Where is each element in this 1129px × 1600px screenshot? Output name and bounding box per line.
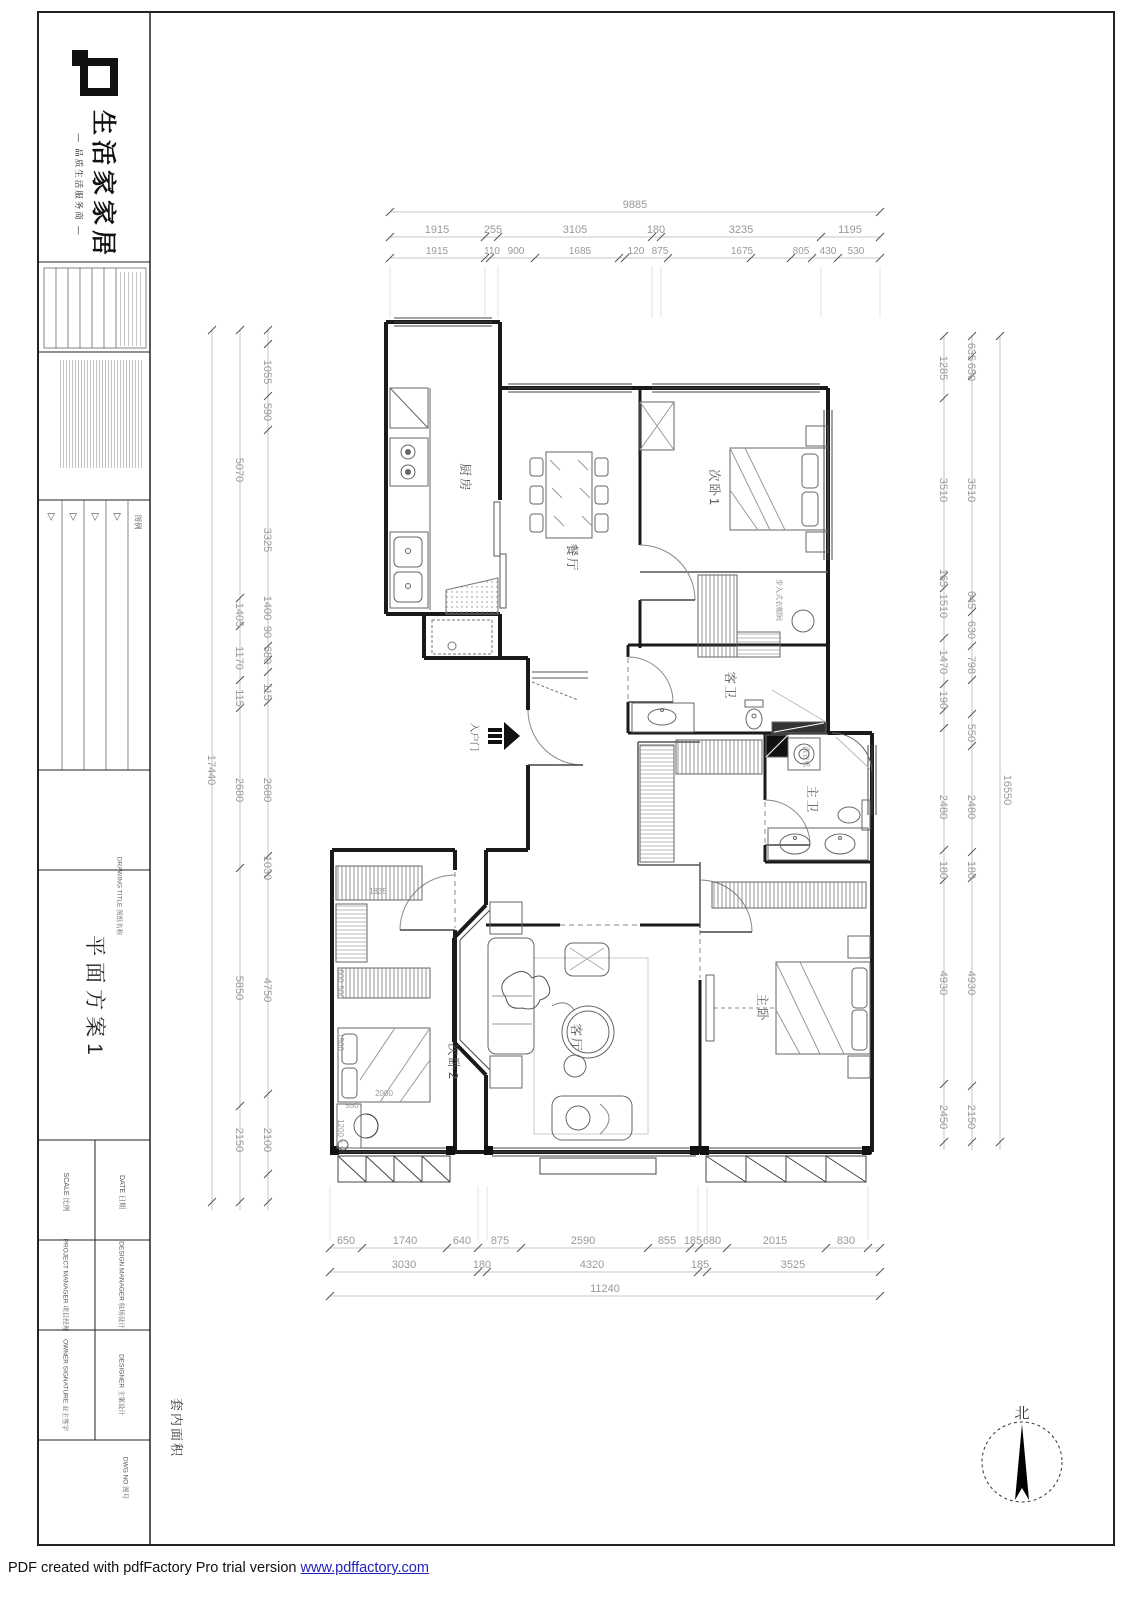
room-label-bedroom2: 次卧2 [446, 1043, 460, 1081]
dim-text: 3105 [562, 224, 588, 236]
dim-text: 190 [937, 690, 949, 710]
notes-text [60, 360, 142, 468]
dim-text: 90 [261, 625, 273, 639]
dim-text: 530 [847, 246, 865, 257]
dwg-no-label: DWG NO 图号 [121, 1456, 129, 1500]
dim-text: 2150 [233, 1127, 245, 1153]
bottom-dimensions [337, 1235, 855, 1295]
brand-logo-icon [72, 50, 118, 96]
dim-text: 1030 [261, 855, 273, 881]
dim-text: 640 [452, 1235, 472, 1247]
dim-text: 115 [261, 683, 273, 701]
dim-text: 1915 [425, 246, 449, 257]
dim-text: 650 [336, 1235, 356, 1247]
dim-text: 1915 [424, 224, 450, 236]
dim-text: 875 [490, 1235, 510, 1247]
dim-text: 110 [484, 246, 500, 257]
room-label-master-bath: 主卫 [805, 785, 819, 815]
dim-text: 9885 [622, 199, 648, 211]
dim-text: 185 [683, 1235, 703, 1247]
top-dimensions [425, 199, 862, 236]
dining-table [530, 452, 608, 538]
entry-arrow-icon [488, 722, 520, 750]
bedroom1-furniture [640, 402, 828, 657]
drawing-title: 平面方案1 [83, 935, 106, 1061]
dim-text: 11240 [590, 1283, 620, 1295]
dim-text: 1170 [233, 646, 245, 670]
dim-text: 630 [965, 620, 977, 640]
dim-text: 1835 [369, 887, 387, 896]
room-label-living: 客厅 [569, 1023, 583, 1053]
dim-text: 680 [702, 1235, 722, 1247]
dim-text: 830 [836, 1235, 856, 1247]
dim-text: 3510 [965, 477, 977, 503]
dim-text: 1510 [937, 593, 949, 619]
legend-table [62, 500, 128, 770]
revision-table-text [120, 272, 144, 346]
hall-cabinet [432, 578, 588, 700]
dim-text: 900 [507, 246, 525, 257]
designer-label: DESIGNER 主案设计 [117, 1354, 125, 1416]
footer-text: PDF created with pdfFactory Pro trial version [8, 1560, 301, 1576]
dim-text: 1285 [937, 355, 949, 381]
master-bedroom-furniture [706, 882, 870, 1078]
dim-text: 1400 [261, 595, 273, 621]
dim-text: 2000 [375, 1089, 393, 1098]
dim-text: 5070 [233, 457, 245, 483]
dim-text: 550 [965, 723, 977, 743]
dim-text: 1195 [838, 224, 862, 236]
design-manager-label: DESIGN MANAGER 驻场设计 [117, 1241, 125, 1329]
dim-text: 635 [965, 342, 977, 362]
room-label-dining: 餐厅 [565, 543, 579, 573]
footer-link[interactable]: www.pdffactory.com [300, 1560, 429, 1576]
brand-slogan: — 品质生活服务商 — [74, 133, 84, 237]
dim-text: 680 [261, 645, 273, 665]
dim-text: 855 [657, 1235, 677, 1247]
dim-text: 180 [472, 1259, 492, 1271]
north-label: 北 [1014, 1405, 1030, 1422]
dim-text: 3235 [728, 224, 754, 236]
dim-text: 430 [819, 246, 837, 257]
washer-label: 洗衣机 [802, 746, 809, 768]
dim-text: 180 [937, 860, 949, 880]
dim-text: 4320 [579, 1259, 605, 1271]
dim-text: 500 [336, 985, 345, 999]
legend-label: 图例 [133, 514, 143, 530]
brand-name: 生活家家居 [89, 109, 117, 261]
dim-text: 550 [345, 1101, 359, 1110]
dim-text: 2480 [937, 794, 949, 820]
dim-text: 2150 [965, 1104, 977, 1130]
dim-text: 650 [965, 362, 977, 382]
dim-text: 798 [965, 655, 977, 675]
legend-triangle-icon: ▷ [45, 513, 57, 521]
dim-text: 3325 [261, 527, 273, 553]
legend-triangle-icon: ▷ [111, 513, 123, 521]
dim-text: 4930 [937, 970, 949, 996]
dim-text: 4750 [261, 977, 273, 1003]
dim-text: 1200 [336, 1119, 345, 1137]
dim-text: 3525 [780, 1259, 806, 1271]
room-label-guest-bath: 客卫 [723, 671, 737, 701]
legend-triangle-icon: ▷ [89, 513, 101, 521]
closet-label: 步入式衣帽间 [775, 579, 782, 621]
dim-text: 1675 [730, 246, 754, 257]
dim-text: 185 [690, 1259, 710, 1271]
dimension-ticks [208, 208, 1004, 1300]
north-arrow-icon [982, 1405, 1062, 1502]
room-label-master-bedroom: 主卧 [755, 993, 769, 1023]
dim-text: 180 [646, 224, 666, 236]
project-manager-label: PROJECT MANAGER 项目经理 [61, 1238, 69, 1332]
dim-text: 120 [627, 246, 645, 257]
dim-text: 1740 [392, 1235, 418, 1247]
dim-text: 3030 [391, 1259, 417, 1271]
dim-text: 2480 [965, 794, 977, 820]
dim-text: 600 [336, 969, 345, 983]
dim-text: 16550 [1001, 774, 1013, 806]
dim-text: 2015 [762, 1235, 788, 1247]
dim-text: 2680 [233, 777, 245, 803]
scale-label: SCALE 比例 [62, 1172, 69, 1212]
room-label-kitchen: 厨房 [458, 463, 472, 493]
dim-text: 4930 [965, 970, 977, 996]
top-dimensions-row3 [426, 246, 865, 257]
dim-text: 2450 [937, 1104, 949, 1130]
left-dimensions [205, 360, 273, 1152]
dim-text: 590 [261, 402, 273, 422]
dim-text: 165 [937, 568, 949, 588]
dim-text: 2100 [261, 1127, 273, 1153]
dim-text: 645 [965, 590, 977, 610]
dim-text: 1685 [568, 246, 592, 257]
master-closet [640, 740, 762, 862]
dim-text: 5850 [233, 975, 245, 1001]
area-label: 套内面积 [169, 1397, 184, 1459]
doors [400, 502, 810, 932]
dim-text: 1470 [937, 649, 949, 675]
dim-text: 3510 [937, 477, 949, 503]
dim-text: 17440 [205, 754, 217, 786]
legend-triangle-icon: ▷ [67, 513, 79, 521]
living-furniture [488, 902, 648, 1140]
dim-text: 1055 [261, 359, 273, 385]
right-dimensions [937, 343, 1013, 1129]
dim-text: 1500 [336, 1033, 345, 1051]
pdf-footer [8, 1560, 429, 1576]
dim-text: 875 [651, 246, 669, 257]
drawing-frame [38, 12, 1114, 1545]
dim-text: 2590 [570, 1235, 596, 1247]
date-label: DATE 日期 [118, 1174, 125, 1210]
dim-text: 805 [792, 246, 810, 257]
dim-text: 2680 [261, 777, 273, 803]
dim-text: 115 [233, 689, 245, 707]
dim-text: 180 [965, 860, 977, 880]
kitchen-fixtures [390, 388, 430, 610]
dim-text: 255 [483, 224, 503, 236]
dim-text: 1405 [233, 602, 245, 628]
room-label-bedroom1: 次卧1 [707, 469, 721, 507]
owner-sign-label: OWNER SIGNATURE 业主签字 [61, 1339, 69, 1431]
entry-label: 入户门 [468, 722, 479, 752]
drawing-title-label: DRAWING TITLE 图纸名称 [115, 856, 123, 936]
